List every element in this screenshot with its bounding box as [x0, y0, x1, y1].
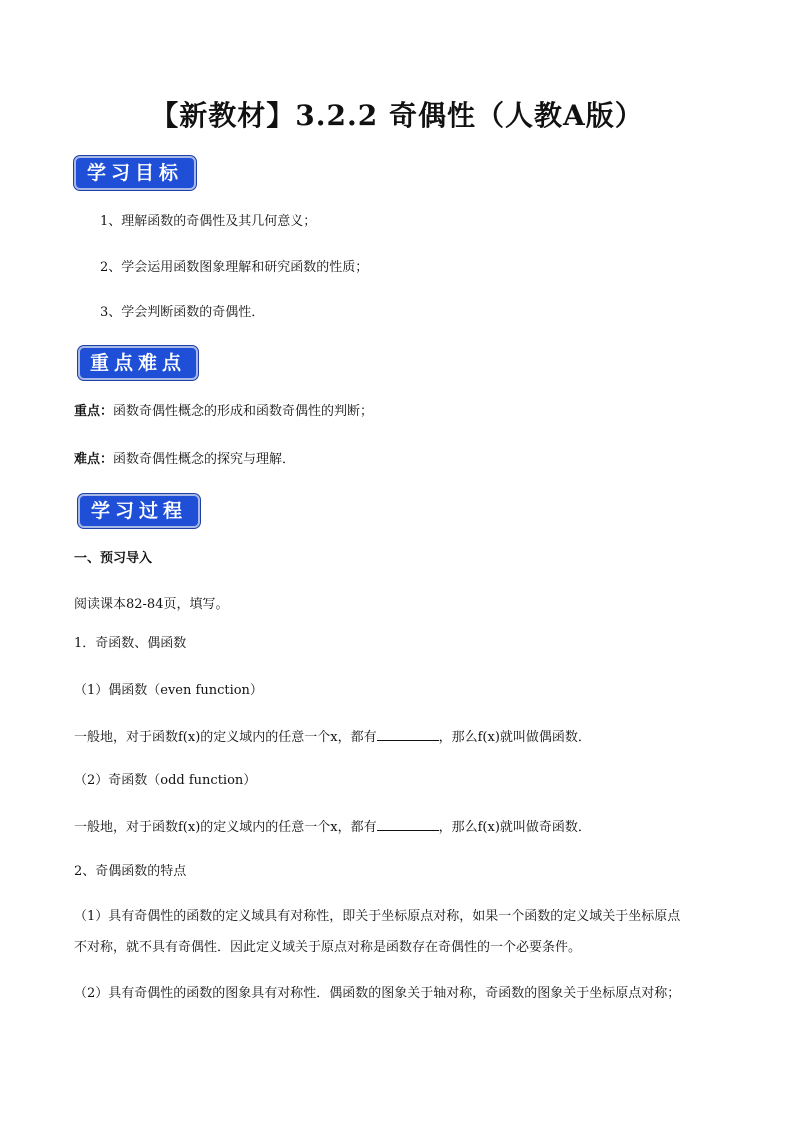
objective-item-3: 3、学会判断函数的奇偶性． [100, 305, 265, 320]
even-definition-pre: 一般地，对于函数f(x)的定义域内的任意一个x，都有 [74, 730, 377, 745]
focus-text: 函数奇偶性概念的形成和函数奇偶性的判断； [113, 404, 374, 419]
odd-definition-post: ，那么f(x)就叫做奇函数． [438, 820, 591, 835]
feature-1-line-1: （1）具有奇偶性的函数的定义域具有对称性，即关于坐标原点对称，如果一个函数的定义域关于坐标原点 [74, 909, 681, 924]
even-definition-post: ，那么f(x)就叫做偶函数． [438, 730, 591, 745]
difficulty-label: 难点： [74, 452, 114, 467]
item-1-heading: 1．奇函数、偶函数 [74, 636, 187, 651]
feature-2: （2）具有奇偶性的函数的图象具有对称性．偶函数的图象关于轴对称，奇函数的图象关于坐标原点对称； [74, 986, 681, 1001]
feature-1-line-2: 不对称，就不具有奇偶性．因此定义域关于原点对称是函数存在奇偶性的一个必要条件。 [74, 940, 582, 955]
objective-item-2: 2、学会运用函数图象理解和研究函数的性质； [100, 260, 369, 275]
odd-definition-pre: 一般地，对于函数f(x)的定义域内的任意一个x，都有 [74, 820, 377, 835]
section-badge-process: 学习过程 [78, 494, 200, 528]
section-badge-objectives: 学习目标 [74, 156, 196, 190]
odd-function-heading: （2）奇函数（odd function） [74, 773, 257, 788]
even-function-heading: （1）偶函数（even function） [74, 683, 263, 698]
difficulty-point [74, 452, 295, 468]
part1-heading: 一、预习导入 [74, 551, 153, 566]
odd-fill-blank[interactable] [377, 818, 439, 831]
odd-function-definition [74, 818, 591, 836]
even-fill-blank[interactable] [377, 728, 439, 741]
even-function-definition [74, 728, 591, 746]
section-badge-key-points: 重点难点 [78, 346, 198, 380]
focus-label: 重点： [74, 404, 114, 419]
focus-point [74, 404, 373, 420]
page-title: 【新教材】3.2.2 奇偶性（人教A版） [150, 99, 644, 132]
difficulty-text: 函数奇偶性概念的探究与理解． [113, 452, 296, 467]
item-2-heading: 2、奇偶函数的特点 [74, 864, 187, 879]
objective-item-1: 1、理解函数的奇偶性及其几何意义； [100, 214, 317, 229]
reading-instruction: 阅读课本82-84页，填写。 [74, 597, 229, 612]
